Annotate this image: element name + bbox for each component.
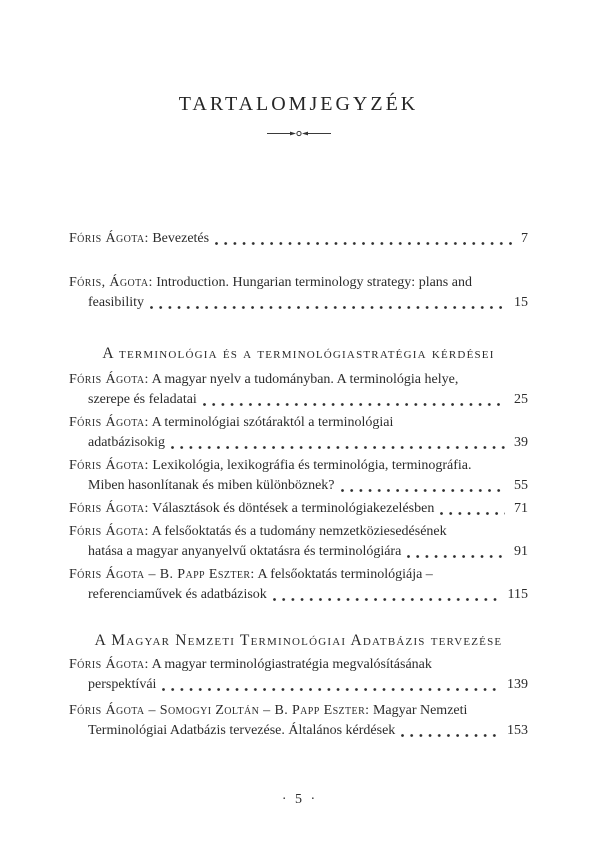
entry-author: Fóris Ágota: (69, 415, 149, 430)
dot-leader (171, 433, 505, 453)
dot-leader (203, 390, 505, 410)
page-title: TARTALOMJEGYZÉK (178, 93, 419, 115)
dot-leader (341, 476, 506, 496)
entry-author: Fóris Ágota: (69, 372, 149, 387)
toc-entry (69, 273, 528, 313)
dot-leader (407, 542, 505, 562)
divider-ornament (69, 129, 528, 138)
entry-continuation: Terminológiai Adatbázis tervezése. Általános kérdések (88, 723, 396, 738)
page-number-footer: · 5 · (281, 792, 316, 807)
entry-page-number: 55 (514, 478, 528, 493)
toc-entry (69, 413, 528, 453)
entry-title-text: A terminológiai szótáraktól a terminológiai (148, 415, 394, 430)
entry-page-number: 71 (514, 501, 528, 516)
entry-continuation: Miben hasonlítanak és miben különböznek? (88, 478, 335, 493)
entry-author: Fóris Ágota – B. Papp Eszter: (69, 567, 255, 582)
entry-title-text: A felsőoktatás terminológiája – (254, 567, 433, 582)
entry-continuation: feasibility (88, 295, 144, 310)
entry-title-text: A magyar nyelv a tudományban. A terminológia helye, (148, 372, 459, 387)
toc-entry (69, 456, 528, 496)
entry-title-text: Magyar Nemzeti (369, 703, 468, 718)
dot-leader (401, 721, 498, 741)
entry-page-number: 25 (514, 392, 528, 407)
toc-entry (69, 565, 528, 605)
entry-continuation: perspektívái (88, 677, 157, 692)
entry-title-text: A magyar terminológiastratégia megvalósításának (148, 657, 432, 672)
toc-entry (69, 522, 528, 562)
entry-continuation: hatása a magyar anyanyelvű oktatásra és terminológiára (88, 544, 402, 559)
dot-leader (150, 293, 505, 313)
entry-author: Fóris Ágota: (69, 524, 149, 539)
entry-page-number: 15 (514, 295, 528, 310)
entry-title-text: Lexikológia, lexikográfia és terminológia, terminográfia. (148, 458, 472, 473)
entry-continuation: adatbázisokig (88, 435, 165, 450)
entry-author: Fóris Ágota – Somogyi Zoltán – B. Papp Eszter: (69, 703, 370, 718)
entry-page-number: 115 (507, 587, 528, 602)
toc-entry (69, 701, 528, 741)
dot-leader (162, 675, 498, 695)
toc-entry (69, 229, 528, 249)
entry-title-text: Bevezetés (148, 231, 210, 246)
entry-continuation: referenciaművek és adatbázisok (88, 587, 267, 602)
fleuron-divider-icon (267, 129, 331, 138)
entry-page-number: 91 (514, 544, 528, 559)
dot-leader (215, 229, 512, 249)
entry-author: Fóris, Ágota: (69, 275, 153, 290)
entry-title-text: A felsőoktatás és a tudomány nemzetköziesedésének (148, 524, 447, 539)
entry-page-number: 139 (507, 677, 528, 692)
section-heading: A Magyar Nemzeti Terminológiai Adatbázis tervezése (94, 632, 503, 649)
entry-author: Fóris Ágota: (69, 657, 149, 672)
entry-title-text: Introduction. Hungarian terminology strategy: plans and (152, 275, 472, 290)
entry-page-number: 39 (514, 435, 528, 450)
dot-leader (273, 585, 499, 605)
toc-entry (69, 370, 528, 410)
entry-continuation: szerepe és feladatai (88, 392, 197, 407)
entry-author: Fóris Ágota: (69, 231, 149, 246)
entry-title-text: Választások és döntések a terminológiakezelésben (148, 501, 435, 516)
entry-author: Fóris Ágota: (69, 501, 149, 516)
entry-page-number: 7 (521, 231, 528, 246)
toc-entry (69, 499, 528, 519)
dot-leader (440, 499, 505, 519)
entry-page-number: 153 (507, 723, 528, 738)
entry-author: Fóris Ágota: (69, 458, 149, 473)
section-heading: A terminológia és a terminológiastratégia kérdései (102, 345, 495, 362)
toc-entry (69, 655, 528, 695)
